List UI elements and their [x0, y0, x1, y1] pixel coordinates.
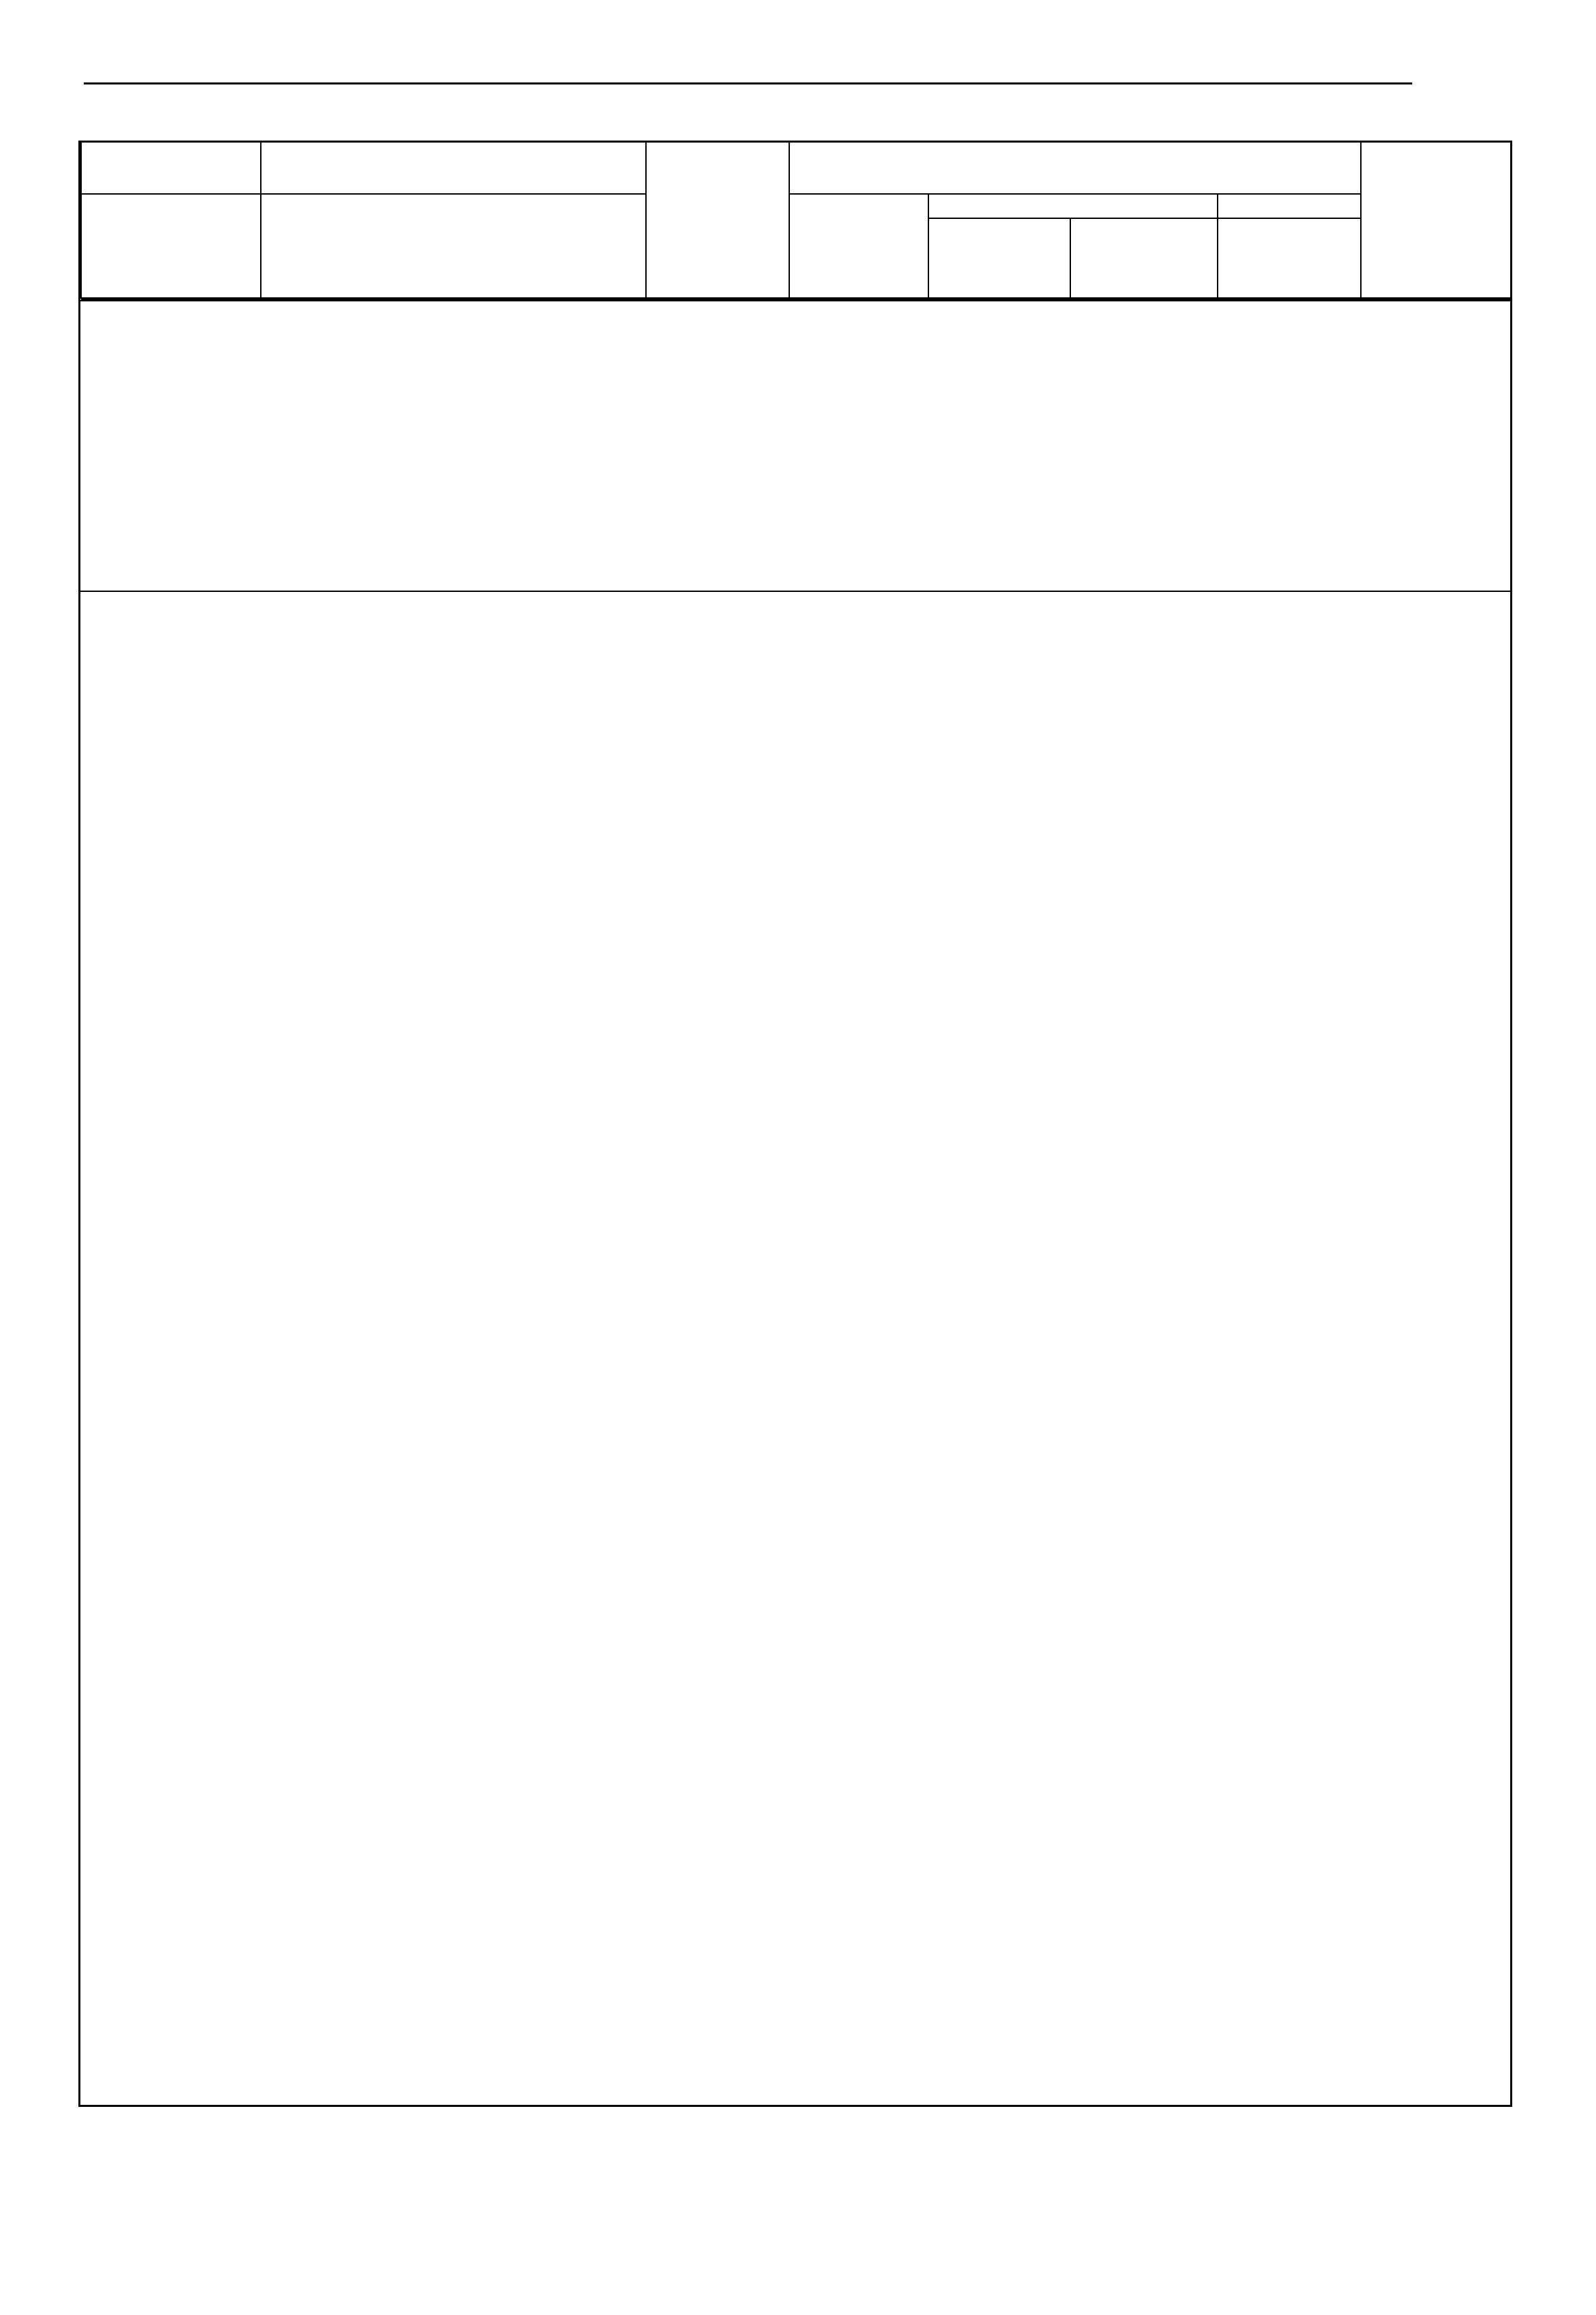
page-header [84, 80, 1412, 84]
rates-table-frame [78, 141, 1512, 2107]
col-header-work-name [261, 143, 646, 194]
column-number [81, 298, 261, 299]
column-number [928, 298, 1070, 299]
col-header-including [789, 143, 1361, 194]
col-header-material-codes [81, 194, 261, 298]
col-header-rate-number [81, 143, 261, 194]
column-number [646, 298, 789, 299]
subsection-block [80, 300, 1510, 592]
column-number [1361, 298, 1511, 299]
col-header-machines-total [928, 218, 1070, 298]
column-number-row [81, 298, 1511, 299]
col-header-material-names [261, 194, 646, 298]
column-number [1070, 298, 1218, 299]
col-header-direct-costs [646, 143, 789, 298]
col-header-machinist-wages [1070, 218, 1218, 298]
column-number [789, 298, 928, 299]
rates-table-top [80, 143, 1512, 300]
col-header-labor-hours [1361, 143, 1511, 298]
column-number [261, 298, 646, 299]
col-header-machines [928, 194, 1218, 218]
col-header-materials [1218, 194, 1361, 218]
col-header-wages [789, 194, 928, 298]
column-number [1218, 298, 1361, 299]
col-header-material-consumption [1218, 218, 1361, 298]
